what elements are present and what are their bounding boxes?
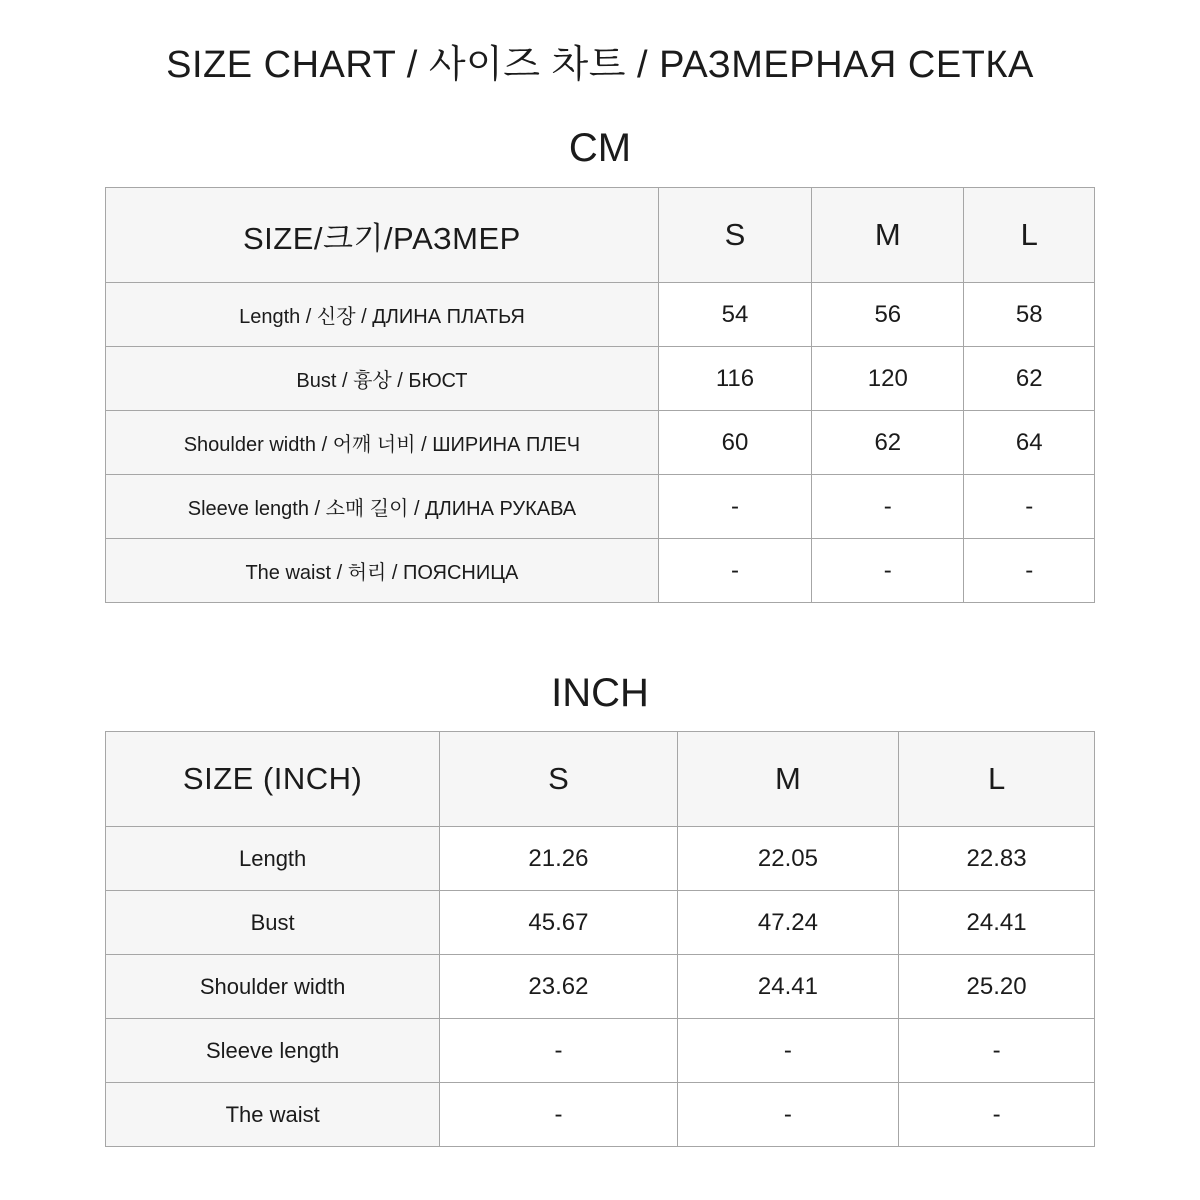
value-cell: - bbox=[899, 1083, 1095, 1147]
row-label-sleeve-length: Sleeve length / 소매 길이 / ДЛИНА РУКАВА bbox=[106, 475, 659, 539]
table-row-waist bbox=[106, 539, 1095, 603]
row-label-waist: The waist bbox=[106, 1083, 440, 1147]
table-row-bust bbox=[106, 347, 1095, 411]
table-row-waist bbox=[106, 1083, 1095, 1147]
value-cell: - bbox=[964, 475, 1095, 539]
value-cell: 45.67 bbox=[440, 891, 677, 955]
cm-section bbox=[105, 124, 1095, 603]
inch-size-table bbox=[105, 731, 1095, 1147]
table-row-length bbox=[106, 827, 1095, 891]
value-cell: 64 bbox=[964, 411, 1095, 475]
cm-header-size-m: M bbox=[812, 188, 964, 283]
value-cell: - bbox=[440, 1019, 677, 1083]
table-row-shoulder-width bbox=[106, 411, 1095, 475]
value-cell: - bbox=[812, 539, 964, 603]
row-label-shoulder-width: Shoulder width / 어깨 너비 / ШИРИНА ПЛЕЧ bbox=[106, 411, 659, 475]
value-cell: 62 bbox=[812, 411, 964, 475]
inch-header-size-label: SIZE (INCH) bbox=[106, 732, 440, 827]
table-row-sleeve-length bbox=[106, 475, 1095, 539]
cm-size-table bbox=[105, 187, 1095, 603]
page-title: SIZE CHART / 사이즈 차트 / РАЗМЕРНАЯ СЕТКА bbox=[166, 44, 1034, 86]
inch-header-size-l: L bbox=[899, 732, 1095, 827]
inch-header-size-m: M bbox=[677, 732, 899, 827]
row-label-sleeve-length: Sleeve length bbox=[106, 1019, 440, 1083]
value-cell: 24.41 bbox=[899, 891, 1095, 955]
value-cell: 62 bbox=[964, 347, 1095, 411]
value-cell: 24.41 bbox=[677, 955, 899, 1019]
inch-heading: INCH bbox=[551, 671, 649, 715]
value-cell: 120 bbox=[812, 347, 964, 411]
value-cell: 22.05 bbox=[677, 827, 899, 891]
cm-header-size-s: S bbox=[658, 188, 811, 283]
value-cell: 21.26 bbox=[440, 827, 677, 891]
value-cell: 58 bbox=[964, 283, 1095, 347]
row-label-length: Length / 신장 / ДЛИНА ПЛАТЬЯ bbox=[106, 283, 659, 347]
cm-header-size-label: SIZE/크기/РАЗМЕР bbox=[106, 188, 659, 283]
value-cell: - bbox=[677, 1019, 899, 1083]
value-cell: 23.62 bbox=[440, 955, 677, 1019]
size-chart-page bbox=[105, 0, 1095, 1147]
value-cell: 60 bbox=[658, 411, 811, 475]
value-cell: - bbox=[677, 1083, 899, 1147]
cm-header-row bbox=[106, 188, 1095, 283]
value-cell: - bbox=[658, 539, 811, 603]
value-cell: - bbox=[899, 1019, 1095, 1083]
row-label-shoulder-width: Shoulder width bbox=[106, 955, 440, 1019]
row-label-bust: Bust / 흉상 / БЮСТ bbox=[106, 347, 659, 411]
value-cell: 56 bbox=[812, 283, 964, 347]
inch-header-row bbox=[106, 732, 1095, 827]
table-row-length bbox=[106, 283, 1095, 347]
table-row-bust bbox=[106, 891, 1095, 955]
inch-section bbox=[105, 669, 1095, 1147]
value-cell: - bbox=[658, 475, 811, 539]
value-cell: 116 bbox=[658, 347, 811, 411]
value-cell: 47.24 bbox=[677, 891, 899, 955]
value-cell: 25.20 bbox=[899, 955, 1095, 1019]
row-label-length: Length bbox=[106, 827, 440, 891]
row-label-bust: Bust bbox=[106, 891, 440, 955]
value-cell: 54 bbox=[658, 283, 811, 347]
cm-header-size-l: L bbox=[964, 188, 1095, 283]
value-cell: - bbox=[964, 539, 1095, 603]
value-cell: 22.83 bbox=[899, 827, 1095, 891]
table-row-sleeve-length bbox=[106, 1019, 1095, 1083]
row-label-waist: The waist / 허리 / ПОЯСНИЦА bbox=[106, 539, 659, 603]
value-cell: - bbox=[440, 1083, 677, 1147]
table-row-shoulder-width bbox=[106, 955, 1095, 1019]
inch-header-size-s: S bbox=[440, 732, 677, 827]
cm-heading: CM bbox=[568, 126, 632, 170]
value-cell: - bbox=[812, 475, 964, 539]
